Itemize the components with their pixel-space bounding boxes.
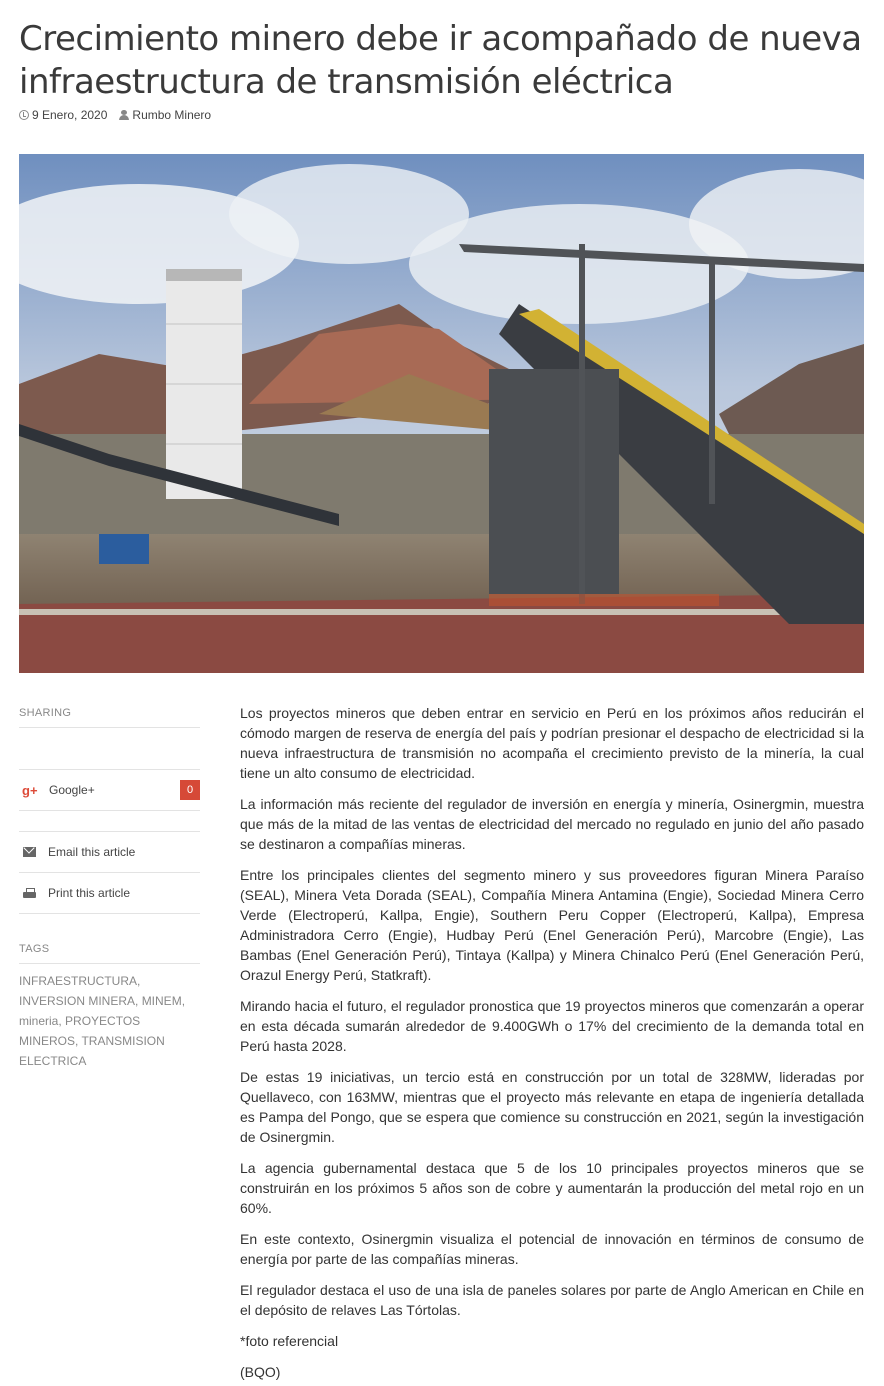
printer-icon (23, 888, 36, 899)
article-title: Crecimiento minero debe ir acompañado de nueva infraestructura de transmisión eléctrica (19, 19, 862, 102)
google-plus-share[interactable] (19, 770, 200, 811)
tag-link[interactable]: PROYECTOS MINEROS (19, 1014, 141, 1048)
print-article-link[interactable] (19, 873, 200, 914)
clock-icon (19, 110, 29, 120)
photo-note: *foto referencial (240, 1333, 339, 1349)
tag-link[interactable]: TRANSMISION ELECTRICA (19, 1034, 165, 1068)
tag-link[interactable]: INFRAESTRUCTURA (19, 974, 138, 988)
email-article-link[interactable] (19, 832, 200, 873)
google-plus-icon: g+ (22, 782, 38, 798)
article-author-wrap (119, 108, 211, 122)
sharing-spacer-2 (19, 811, 200, 832)
print-label: Print this article (48, 886, 131, 900)
body-paragraph: Entre los principales clientes del segmento minero y sus proveedores figuran Minera Paraíso (SEAL), Minera Veta Dorada (SEAL), Compañía Minera Antamina (Engie), Sociedad Minera Cerro Verde (Electroperú, Kallpa, Engie), Southern Peru Copper (Electroperú, Kallpa), Empresa Administradora Cerro (Engie), Hudbay Perú (Enel Generación Perú), Marcobre (Engie), Las Bambas (Enel Generación Perú), Tintaya (Kallpa) y Minera Chinalco Perú (Enel Generación Perú, Orazul Energy Perú, Statkraft). (240, 867, 864, 983)
envelope-icon (23, 847, 36, 857)
source-credit: (BQO) (240, 1364, 281, 1380)
sidebar (19, 700, 200, 1071)
tags-heading: TAGS (19, 936, 200, 964)
sharing-heading: SHARING (19, 700, 200, 728)
tag-link[interactable]: MINEM (141, 994, 182, 1008)
article-author[interactable]: Rumbo Minero (132, 108, 212, 122)
email-label: Email this article (48, 845, 136, 859)
body-paragraph: La agencia gubernamental destaca que 5 de los 10 principales proyectos mineros que se construirán en los próximos 5 años son de cobre y aumentarán la producción del metal rojo en un 60%. (240, 1160, 864, 1216)
article-date: 9 Enero, 2020 (32, 108, 108, 122)
tag-link[interactable]: mineria (19, 1014, 59, 1028)
article-body (240, 703, 864, 1386)
body-paragraph: De estas 19 iniciativas, un tercio está en construcción por un total de 328MW, lideradas por Quellaveco, con 163MW, mientras que el proyecto más relevante en etapa de ingeniería detallada es Pampa del Pongo, que se espera que comience su construcción en 2021, según la investigación de Osinergmin. (240, 1069, 864, 1145)
hero-image (19, 154, 864, 673)
body-paragraph: Mirando hacia el futuro, el regulador pronostica que 19 proyectos mineros que comenzarán a operar en esta década sumarán alrededor de 9.400GWh o 17% del crecimiento de la demanda total en Perú hasta 2028. (240, 998, 864, 1054)
google-plus-label: Google+ (49, 783, 95, 797)
share-count-badge: 0 (180, 780, 200, 800)
tag-list: INFRAESTRUCTURA, INVERSION MINERA, MINEM, mineria, PROYECTOS MINEROS, TRANSMISION ELECTRICA (19, 974, 186, 1068)
body-paragraph: La información más reciente del regulador de inversión en energía y minería, Osinergmin, muestra que más de la mitad de las ventas de electricidad del mercado no regulado en junio del año pasado se destinaron a compañías mineras. (240, 796, 864, 852)
tag-link[interactable]: INVERSION MINERA (19, 994, 136, 1008)
body-paragraph: En este contexto, Osinergmin visualiza el potencial de innovación en términos de consumo de energía por parte de las compañías mineras. (240, 1231, 864, 1267)
body-paragraph: El regulador destaca el uso de una isla de paneles solares por parte de Anglo American en Chile en el depósito de relaves Las Tórtolas. (240, 1282, 864, 1318)
article-meta (19, 108, 211, 122)
sharing-spacer (19, 728, 200, 770)
body-paragraph: Los proyectos mineros que deben entrar en servicio en Perú en los próximos años reducirán el cómodo margen de reserva de energía del país y podrían presionar el despacho de electricidad si la nueva infraestructura de transmisión no acompaña el crecimiento previsto de la minería, la cual tiene un alto consumo de electricidad. (240, 705, 864, 781)
user-icon (119, 110, 129, 120)
